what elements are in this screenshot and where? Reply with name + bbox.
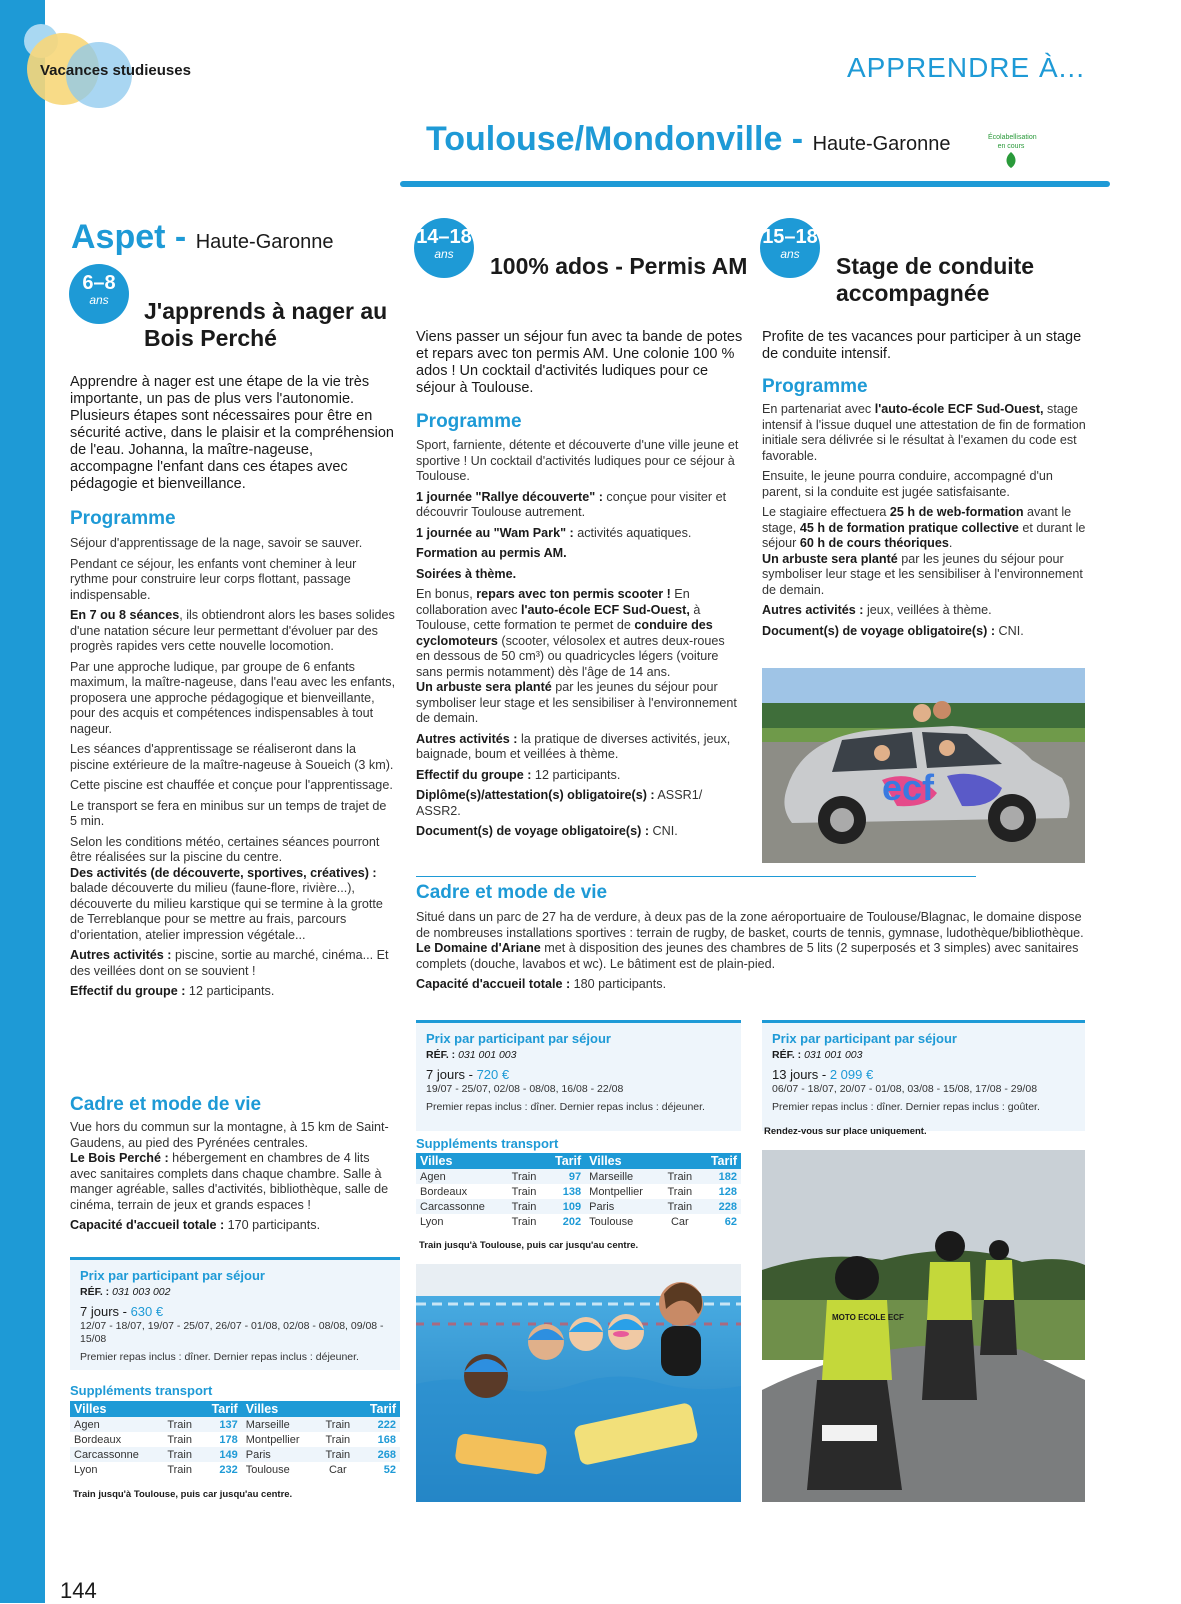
title-underline <box>400 181 1110 187</box>
city-cell: Carcassonne <box>416 1199 504 1214</box>
age-unit: ans <box>434 247 454 261</box>
paragraph: 1 journée au "Wam Park" : activités aquatiques. <box>416 525 692 540</box>
table-row <box>416 1199 741 1214</box>
table-row <box>70 1447 400 1462</box>
city-cell: Agen <box>70 1417 160 1432</box>
tarif-cell: 182 <box>700 1169 741 1184</box>
city-cell: Toulouse <box>589 1215 634 1228</box>
permis-programme-body <box>416 438 741 845</box>
permis-stay-title: 100% ados - Permis AM <box>490 253 748 279</box>
mode-cell: Train <box>660 1199 700 1214</box>
table-row <box>70 1462 400 1477</box>
transport-table <box>416 1153 741 1229</box>
leaf-icon <box>1003 151 1019 169</box>
permis-transport-note: Train jusqu'à Toulouse, puis car jusqu'au centre. <box>419 1240 639 1251</box>
mode-cell: Train <box>511 1215 537 1228</box>
age-badge-conduite <box>760 218 820 278</box>
aspet-stay-title: J'apprends à nager au Bois Perché <box>144 298 388 351</box>
table-row <box>70 1432 400 1447</box>
paragraph: Formation au permis AM. <box>416 546 567 560</box>
tarif-cell: 62 <box>724 1215 737 1228</box>
mode-cell: Train <box>325 1433 351 1446</box>
aspet-programme-heading: Programme <box>70 508 176 529</box>
tarif-cell: 232 <box>219 1463 238 1476</box>
age-badge-aspet <box>69 264 129 324</box>
mode-cell: Train <box>504 1199 544 1214</box>
paragraph: 1 journée "Rallye découverte" : conçue pour visiter et découvrir Toulouse autrement. <box>416 489 727 519</box>
eco-label-badge <box>988 133 1037 171</box>
aspet-region: Haute-Garonne <box>195 231 334 253</box>
age-unit: ans <box>89 293 109 307</box>
toulouse-cadre-body <box>416 910 1096 998</box>
permis-price-box <box>416 1020 741 1131</box>
city-cell: Paris <box>242 1447 318 1462</box>
left-color-band <box>0 0 45 1603</box>
col-tarif: Tarif <box>358 1401 400 1417</box>
tarif-cell: 268 <box>358 1447 400 1462</box>
paragraph: Effectif du groupe : 12 participants. <box>70 984 275 998</box>
transport-table <box>70 1401 400 1477</box>
mode-cell: Car <box>328 1463 347 1476</box>
col-tarif: Tarif <box>544 1153 585 1169</box>
paragraph: Par une approche ludique, par groupe de 6 enfants maximum, la maître-nageuse, dans l'eau avec les enfants, proposera une approche pédagogique et bienveillante, pour des acquis et compétences indispensables à tout nageur. <box>70 659 396 736</box>
aspet-transport-table <box>70 1401 400 1477</box>
mode-cell: Train <box>660 1169 700 1184</box>
mode-cell: Train <box>511 1185 537 1198</box>
city-cell: Montpellier <box>589 1185 643 1198</box>
city-cell: Marseille <box>585 1169 660 1184</box>
city-cell: Bordeaux <box>74 1433 122 1446</box>
conduite-rdv-note: Rendez-vous sur place uniquement. <box>764 1126 927 1137</box>
paragraph: Séjour d'apprentissage de la nage, savoir se sauver. <box>70 536 363 550</box>
aspet-cadre-heading: Cadre et mode de vie <box>70 1094 262 1115</box>
col-city: Villes <box>242 1401 318 1417</box>
paragraph: Pendant ce séjour, les enfants vont cheminer à leur rythme pour construire leur corps flottant, passage indispensable. <box>70 556 357 602</box>
tarif-cell: 178 <box>219 1433 238 1446</box>
paragraph: Les séances d'apprentissage se réaliseront dans la piscine extérieure de la maître-nageuse à Soueich (3 km). <box>70 742 394 772</box>
location-region: Haute-Garonne <box>812 133 951 155</box>
tarif-cell: 222 <box>358 1417 400 1432</box>
mode-cell: Train <box>167 1463 192 1476</box>
tarif-cell: 168 <box>377 1433 396 1446</box>
price-heading: Prix par participant par séjour <box>80 1268 265 1283</box>
eco-label-line2: en cours <box>997 143 1025 150</box>
aspet-transport-note: Train jusqu'à Toulouse, puis car jusqu'au centre. <box>73 1489 293 1500</box>
car-illustration <box>762 668 1085 863</box>
col-city: Villes <box>416 1153 504 1169</box>
conduite-price-box <box>762 1020 1085 1131</box>
city-cell: Paris <box>585 1199 660 1214</box>
paragraph: Document(s) de voyage obligatoire(s) : CNI. <box>416 824 678 838</box>
paragraph: En 7 ou 8 séances, ils obtiendront alors les bases solides d'une natation sécure leur permettant d'évoluer par des progrès rapides vers cette nouvelle locomotion. <box>70 608 395 653</box>
city-cell: Marseille <box>242 1417 318 1432</box>
paragraph: Situé dans un parc de 27 ha de verdure, à deux pas de la zone aéroportuaire de Toulouse/Blagnac, le domaine dispose de nombreuses installations sportives : terrain de rugby, de basket, courts de tennis, gymnase, ludothèque/bibliothèque. Le Domaine d'Ariane met à disposition des jeunes des chambres de 5 lits (2 superposés et 3 simples) avec sanitaires complets (douche, lavabos et wc). Le bâtiment est de plain-pied. <box>416 910 1084 971</box>
mode-cell: Train <box>667 1185 693 1198</box>
paragraph: Diplôme(s)/attestation(s) obligatoire(s) : ASSR1/ ASSR2. <box>416 788 703 818</box>
paragraph: Capacité d'accueil totale : 180 participants. <box>416 977 667 991</box>
table-row <box>416 1169 741 1184</box>
price-duration: 7 jours - 630 € <box>80 1304 164 1319</box>
mode-cell: Train <box>504 1169 544 1184</box>
city-cell: Lyon <box>74 1463 98 1476</box>
aspet-title: Aspet - Haute-Garonne <box>71 218 334 256</box>
price-dates: 06/07 - 18/07, 20/07 - 01/08, 03/08 - 15/08, 17/08 - 29/08 <box>772 1083 1038 1095</box>
mode-cell: Train <box>318 1447 358 1462</box>
car-logo-text: ecf <box>882 767 935 808</box>
price-duration: 7 jours - 720 € <box>426 1067 510 1082</box>
col-tarif: Tarif <box>200 1401 242 1417</box>
tarif-cell: 109 <box>544 1199 585 1214</box>
paragraph: Ensuite, le jeune pourra conduire, accompagné d'un parent, si la conduite est jugée satisfaisante. <box>762 469 1053 499</box>
main-title: APPRENDRE À... <box>846 52 1085 83</box>
mode-cell: Train <box>318 1417 358 1432</box>
location-title: Toulouse/Mondonville - Haute-Garonne <box>426 120 951 158</box>
permis-transport-heading: Suppléments transport <box>416 1136 559 1151</box>
age-range: 6–8 <box>82 272 116 294</box>
price-heading: Prix par participant par séjour <box>772 1031 957 1046</box>
age-range: 15–18 <box>762 226 818 248</box>
price-meals: Premier repas inclus : dîner. Dernier repas inclus : déjeuner. <box>426 1101 705 1113</box>
tarif-cell: 202 <box>562 1215 582 1228</box>
paragraph: En bonus, repars avec ton permis scooter ! En collaboration avec l'auto-école ECF Sud-Ouest, à Toulouse, cette formation te permet de conduire des cyclomoteurs (scooter, vélosolex et autres deux-roues en dessous de 50 cm³) ou quadricycles légers (voiture sans permis notamment) dès l'âge de 14 ans. Un arbuste sera planté par les jeunes du séjour pour symboliser leur stage et les sensibiliser à l'environnement de demain. <box>416 587 737 725</box>
aspet-intro: Apprendre à nager est une étape de la vie très importante, un pas de plus vers l'autonomie. Plusieurs étapes sont nécessaires pour être en sécurité active, dans le plaisir et la compréhension de l'eau. Johanna, la maître-nageuse, accompagne l'enfant dans ces étapes avec pédagogie et bienveillance. <box>70 374 394 492</box>
price-ref: RÉF. : 031 003 002 <box>80 1286 171 1298</box>
pool-illustration <box>416 1264 741 1502</box>
mode-cell: Car <box>670 1215 689 1228</box>
mode-cell: Train <box>167 1433 192 1446</box>
paragraph: Le transport se fera en minibus sur un temps de trajet de 5 min. <box>70 798 387 828</box>
aspet-transport-heading: Suppléments transport <box>70 1383 213 1398</box>
table-row <box>416 1184 741 1199</box>
city-cell: Carcassonne <box>70 1447 160 1462</box>
scooter-photo <box>762 1150 1085 1502</box>
paragraph: Effectif du groupe : 12 participants. <box>416 767 621 782</box>
section-tag: Vacances studieuses <box>40 62 191 79</box>
permis-intro: Viens passer un séjour fun avec ta bande de potes et repars avec ton permis AM. Une colonie 100 % ados ! Un cocktail d'activités ludiques pour ce séjour à Toulouse. <box>416 329 743 396</box>
aspet-programme-body <box>70 536 396 1005</box>
city-cell: Agen <box>416 1169 504 1184</box>
city-cell: Lyon <box>420 1215 444 1228</box>
price-dates: 19/07 - 25/07, 02/08 - 08/08, 16/08 - 22/08 <box>426 1083 624 1095</box>
tarif-cell: 149 <box>200 1447 242 1462</box>
vest-text: MOTO ECOLE ECF <box>832 1313 904 1322</box>
tarif-cell: 128 <box>718 1185 737 1198</box>
paragraph: Soirées à thème. <box>416 566 517 581</box>
paragraph: Document(s) de voyage obligatoire(s) : CNI. <box>762 623 1024 638</box>
conduite-intro: Profite de tes vacances pour participer à un stage de conduite intensif. <box>762 329 1082 362</box>
toulouse-cadre-heading: Cadre et mode de vie <box>416 882 608 903</box>
city-cell: Toulouse <box>245 1463 290 1476</box>
city-cell: Montpellier <box>245 1433 300 1446</box>
paragraph: Le stagiaire effectuera 25 h de web-formation avant le stage, 45 h de formation pratique collective et durant le séjour 60 h de cours théoriques. Un arbuste sera planté par les jeunes du séjour pour symboliser leur stage et les sensibiliser à l'environnement de demain. <box>762 505 1086 597</box>
eco-label-line1: Écolabellisation <box>988 134 1037 141</box>
conduite-stay-title: Stage de conduite accompagnée <box>836 253 1035 306</box>
paragraph: Autres activités : la pratique de diverses activités, jeux, baignade, boum et veillées à thème. <box>416 731 731 761</box>
paragraph: Autres activités : piscine, sortie au marché, cinéma... Et des veillées dont on se souvient ! <box>70 948 389 978</box>
price-meals: Premier repas inclus : dîner. Dernier repas inclus : goûter. <box>772 1101 1040 1113</box>
col-city: Villes <box>70 1401 160 1417</box>
permis-programme-heading: Programme <box>416 411 522 432</box>
aspet-price-box <box>70 1257 400 1370</box>
paragraph: Capacité d'accueil totale : 170 participants. <box>70 1218 321 1232</box>
age-unit: ans <box>780 247 800 261</box>
aspet-cadre-body <box>70 1120 396 1239</box>
table-row <box>416 1214 741 1229</box>
conduite-programme-heading: Programme <box>762 376 868 397</box>
age-badge-permis <box>414 218 474 278</box>
mode-cell: Train <box>160 1417 200 1432</box>
city-cell: Bordeaux <box>420 1185 468 1198</box>
tarif-cell: 137 <box>200 1417 242 1432</box>
price-duration: 13 jours - 2 099 € <box>772 1067 874 1082</box>
paragraph: Autres activités : jeux, veillées à thème. <box>762 603 992 617</box>
paragraph: Sport, farniente, détente et découverte d'une ville jeune et sportive ! Un cocktail d'activités ludiques pour ce séjour à Toulouse. <box>416 438 739 483</box>
tarif-cell: 52 <box>383 1463 396 1476</box>
tarif-cell: 97 <box>544 1169 585 1184</box>
price-ref: RÉF. : 031 001 003 <box>772 1049 863 1061</box>
age-range: 14–18 <box>416 226 472 248</box>
conduite-programme-body <box>762 402 1087 644</box>
page-number: 144 <box>60 1578 97 1603</box>
car-photo <box>762 668 1085 863</box>
table-row <box>70 1417 400 1432</box>
price-heading: Prix par participant par séjour <box>426 1031 611 1046</box>
tarif-cell: 138 <box>562 1185 582 1198</box>
price-ref: RÉF. : 031 001 003 <box>426 1049 517 1061</box>
swimming-lesson-photo <box>416 1264 741 1502</box>
price-meals: Premier repas inclus : dîner. Dernier repas inclus : déjeuner. <box>80 1351 359 1363</box>
price-dates: 12/07 - 18/07, 19/07 - 25/07, 26/07 - 01/08, 02/08 - 08/08, 09/08 - 15/08 <box>80 1320 384 1345</box>
col-city: Villes <box>585 1153 660 1169</box>
paragraph: Selon les conditions météo, certaines séances pourront être réalisées sur la piscine du centre. Des activités (de découverte, sportives, créatives) : balade découverte du milieu (faune-flore, rivière...), découverte du milieu karstique qui se termine à la grotte de Terreblanque pour se mettre au frais, parcours d'orientation, atelier impression végétale... <box>70 834 383 942</box>
paragraph: Vue hors du commun sur la montagne, à 15 km de Saint-Gaudens, au pied des Pyrénées centrales. Le Bois Perché : hébergement en chambres de 4 lits avec sanitaires complets dans chaque chambre. Salle à manger agréable, salles d'activités, bibliothèque, salle de cinéma, terrain de jeux et grands espaces ! <box>70 1120 389 1212</box>
permis-transport-table <box>416 1153 741 1229</box>
col-tarif: Tarif <box>700 1153 741 1169</box>
mode-cell: Train <box>160 1447 200 1462</box>
scooter-illustration <box>762 1150 1085 1502</box>
paragraph: Cette piscine est chauffée et conçue pour l'apprentissage. <box>70 778 393 792</box>
tarif-cell: 228 <box>700 1199 741 1214</box>
cadre-divider <box>416 876 976 877</box>
paragraph: En partenariat avec l'auto-école ECF Sud-Ouest, stage intensif à l'issue duquel une attestation de fin de formation initiale sera délivrée si le résultat à l'examen du code est favorable. <box>762 402 1086 463</box>
